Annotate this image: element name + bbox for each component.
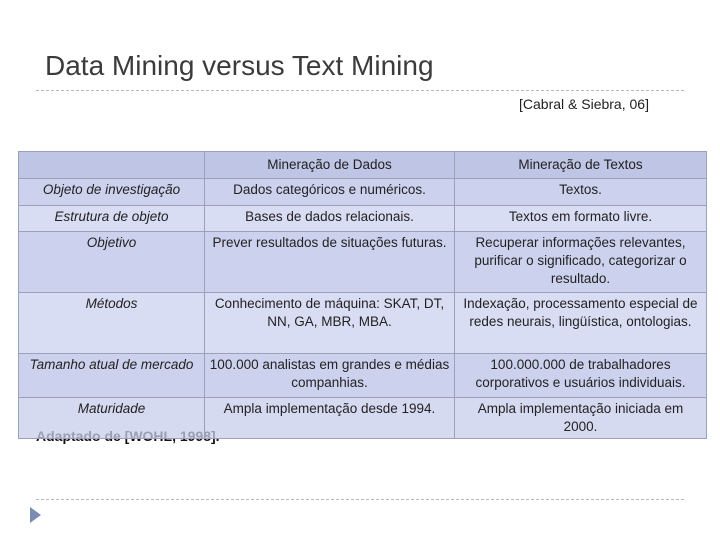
data-mining-cell: Ampla implementação desde 1994.: [205, 398, 455, 439]
title-divider: [36, 90, 684, 91]
text-mining-cell: Ampla implementação iniciada em 2000.: [455, 398, 707, 439]
text-mining-cell: Recuperar informações relevantes, purificar o significado, categorizar o resultado.: [455, 232, 707, 293]
data-mining-cell: Prever resultados de situações futuras.: [205, 232, 455, 293]
table-header-row: [19, 152, 707, 179]
header-empty-cell: [19, 152, 205, 179]
citation: [Cabral & Siebra, 06]: [519, 96, 649, 112]
table-row: [19, 293, 707, 354]
row-label: Maturidade: [19, 398, 205, 439]
text-mining-cell: Textos.: [455, 179, 707, 206]
row-label: Estrutura de objeto: [19, 206, 205, 232]
row-label: Métodos: [19, 293, 205, 354]
table-row: [19, 232, 707, 293]
text-mining-cell: Textos em formato livre.: [455, 206, 707, 232]
header-data-mining: Mineração de Dados: [205, 152, 455, 179]
row-label: Objetivo: [19, 232, 205, 293]
table-row: [19, 206, 707, 232]
data-mining-cell: 100.000 analistas em grandes e médias companhias.: [205, 354, 455, 398]
data-mining-cell: Dados categóricos e numéricos.: [205, 179, 455, 206]
triangle-bullet-icon: [30, 507, 41, 523]
text-mining-cell: Indexação, processamento especial de redes neurais, lingüística, ontologias.: [455, 293, 707, 354]
row-label: Objeto de investigação: [19, 179, 205, 206]
header-text-mining: Mineração de Textos: [455, 152, 707, 179]
comparison-table: [18, 151, 707, 439]
table-row: [19, 354, 707, 398]
data-mining-cell: Conhecimento de máquina: SKAT, DT, NN, GA, MBR, MBA.: [205, 293, 455, 354]
table-row: [19, 398, 707, 439]
slide-title: Data Mining versus Text Mining: [45, 50, 434, 81]
text-mining-cell: 100.000.000 de trabalhadores corporativos e usuários individuais.: [455, 354, 707, 398]
table-row: [19, 179, 707, 206]
footer-divider: [36, 499, 684, 500]
data-mining-cell: Bases de dados relacionais.: [205, 206, 455, 232]
row-label: Tamanho atual de mercado: [19, 354, 205, 398]
